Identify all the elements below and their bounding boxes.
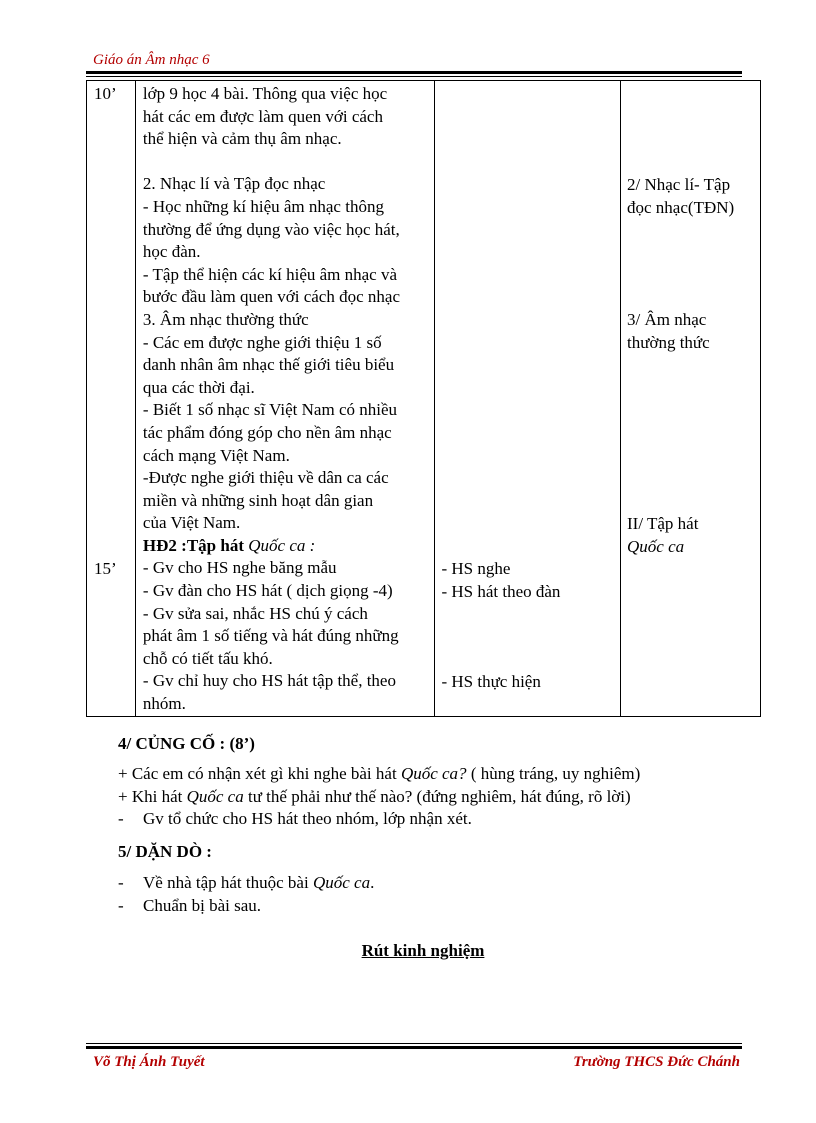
note-line: đọc nhạc(TĐN) — [627, 197, 735, 217]
cung-co-line-1 — [118, 764, 640, 784]
teacher-line — [143, 151, 431, 174]
table-row — [87, 81, 761, 717]
teacher-line: học đàn. — [142, 242, 201, 262]
note-line: thường thức — [627, 332, 710, 352]
hd2-song: Quốc ca : — [248, 535, 316, 555]
song-title: Quốc ca — [186, 787, 244, 806]
footer-author: Võ Thị Ánh Tuyết — [93, 1054, 205, 1070]
teacher-line: của Việt Nam. — [142, 513, 241, 533]
dan-do-bullet-1-b: . — [370, 873, 375, 892]
dan-do-bullet-2-text: Chuẩn bị bài sau. — [143, 896, 262, 915]
teacher-line: - Các em được nghe giới thiệu 1 số — [142, 332, 382, 352]
teacher-line: qua các thời đại. — [142, 377, 255, 397]
teacher-line: lớp 9 học 4 bài. Thông qua việc học — [142, 84, 388, 103]
teacher-line: hát các em được làm quen với cách — [142, 106, 383, 126]
teacher-line: 3. Âm nhạc thường thức — [142, 309, 309, 329]
teacher-line: tác phẩm đóng góp cho nền âm nhạc — [142, 422, 392, 442]
dan-do-bullet-1-a: Về nhà tập hát thuộc bài — [143, 873, 313, 892]
header-rule-thin — [86, 76, 742, 77]
cung-co-bullet-text: Gv tổ chức cho HS hát theo nhóm, lớp nhận xét. — [143, 809, 472, 828]
note-line: 2/ Nhạc lí- Tập — [627, 175, 731, 194]
cung-co-heading: 4/ CỦNG CỐ : (8’) — [118, 734, 255, 753]
teacher-line: thể hiện và cảm thụ âm nhạc. — [142, 129, 342, 149]
dan-do-heading: 5/ DẶN DÒ : — [118, 842, 212, 861]
lesson-table — [86, 80, 761, 717]
teacher-line: - Gv sửa sai, nhắc HS chú ý cách — [142, 603, 368, 623]
time-15: 15’ — [94, 558, 117, 578]
hd2-heading — [143, 535, 431, 558]
teacher-line: - Gv đàn cho HS hát ( dịch giọng -4) — [142, 581, 393, 601]
bullet-dash: - — [118, 809, 124, 828]
cung-co-bullet — [118, 809, 472, 829]
student-line: - HS hát theo đàn — [441, 581, 561, 601]
bullet-dash: - — [118, 873, 124, 892]
teacher-line: - Học những kí hiệu âm nhạc thông — [142, 196, 384, 216]
page-header-title: Giáo án Âm nhạc 6 — [93, 52, 210, 68]
cung-co-line-1-b: ( hùng tráng, uy nghiêm) — [466, 764, 641, 783]
cung-co-line-2 — [118, 787, 631, 807]
song-title: Quốc ca? — [400, 764, 467, 783]
teacher-line: bước đầu làm quen với cách đọc nhạc — [142, 287, 400, 307]
cung-co-line-1-a: + Các em có nhận xét gì khi nghe bài hát — [118, 764, 401, 783]
bullet-dash: - — [118, 896, 124, 915]
note-line: Quốc ca — [627, 536, 685, 556]
student-line: - HS nghe — [441, 559, 511, 578]
teacher-line: danh nhân âm nhạc thế giới tiêu biểu — [142, 355, 395, 375]
teacher-line: - Gv chỉ huy cho HS hát tập thể, theo — [142, 671, 396, 691]
teacher-activity-column — [135, 81, 435, 717]
hd2-label: HĐ2 :Tập hát — [142, 535, 244, 555]
time-column — [87, 81, 136, 717]
teacher-line: - Gv cho HS nghe băng mẫu — [142, 558, 337, 578]
teacher-line: 2. Nhạc lí và Tập đọc nhạc — [142, 174, 326, 194]
content-column — [621, 81, 761, 717]
song-title: Quốc ca — [312, 873, 371, 892]
footer-rule-thick — [86, 1046, 742, 1049]
teacher-line: cách mạng Việt Nam. — [142, 445, 290, 465]
teacher-line: thường để ứng dụng vào việc học hát, — [142, 219, 400, 239]
dan-do-bullet-1 — [118, 873, 374, 893]
teacher-line: - Tập thể hiện các kí hiệu âm nhạc và — [142, 264, 398, 284]
teacher-line: nhóm. — [142, 694, 186, 714]
rut-kinh-nghiem-heading: Rút kinh nghiệm — [361, 941, 485, 960]
dan-do-bullet-2 — [118, 896, 261, 916]
teacher-line: miền và những sinh hoạt dân gian — [142, 490, 374, 510]
footer-rule-thin — [86, 1043, 742, 1044]
footer-school: Trường THCS Đức Chánh — [573, 1054, 740, 1070]
teacher-line: phát âm 1 số tiếng và hát đúng những — [142, 626, 399, 646]
teacher-line: chỗ có tiết tấu khó. — [142, 648, 273, 668]
header-rule-thick — [86, 71, 742, 74]
student-activity-column — [435, 81, 621, 717]
teacher-line: -Được nghe giới thiệu về dân ca các — [142, 468, 389, 488]
cung-co-line-2-b: tư thế phải như thế nào? (đứng nghiêm, hát đúng, rõ lời) — [243, 787, 631, 806]
time-10: 10’ — [94, 84, 117, 103]
note-line: 3/ Âm nhạc — [627, 310, 707, 330]
cung-co-line-2-a: + Khi hát — [118, 787, 187, 806]
note-line: II/ Tập hát — [627, 514, 699, 534]
teacher-line: - Biết 1 số nhạc sĩ Việt Nam có nhiều — [142, 400, 398, 420]
student-line: - HS thực hiện — [441, 672, 541, 692]
